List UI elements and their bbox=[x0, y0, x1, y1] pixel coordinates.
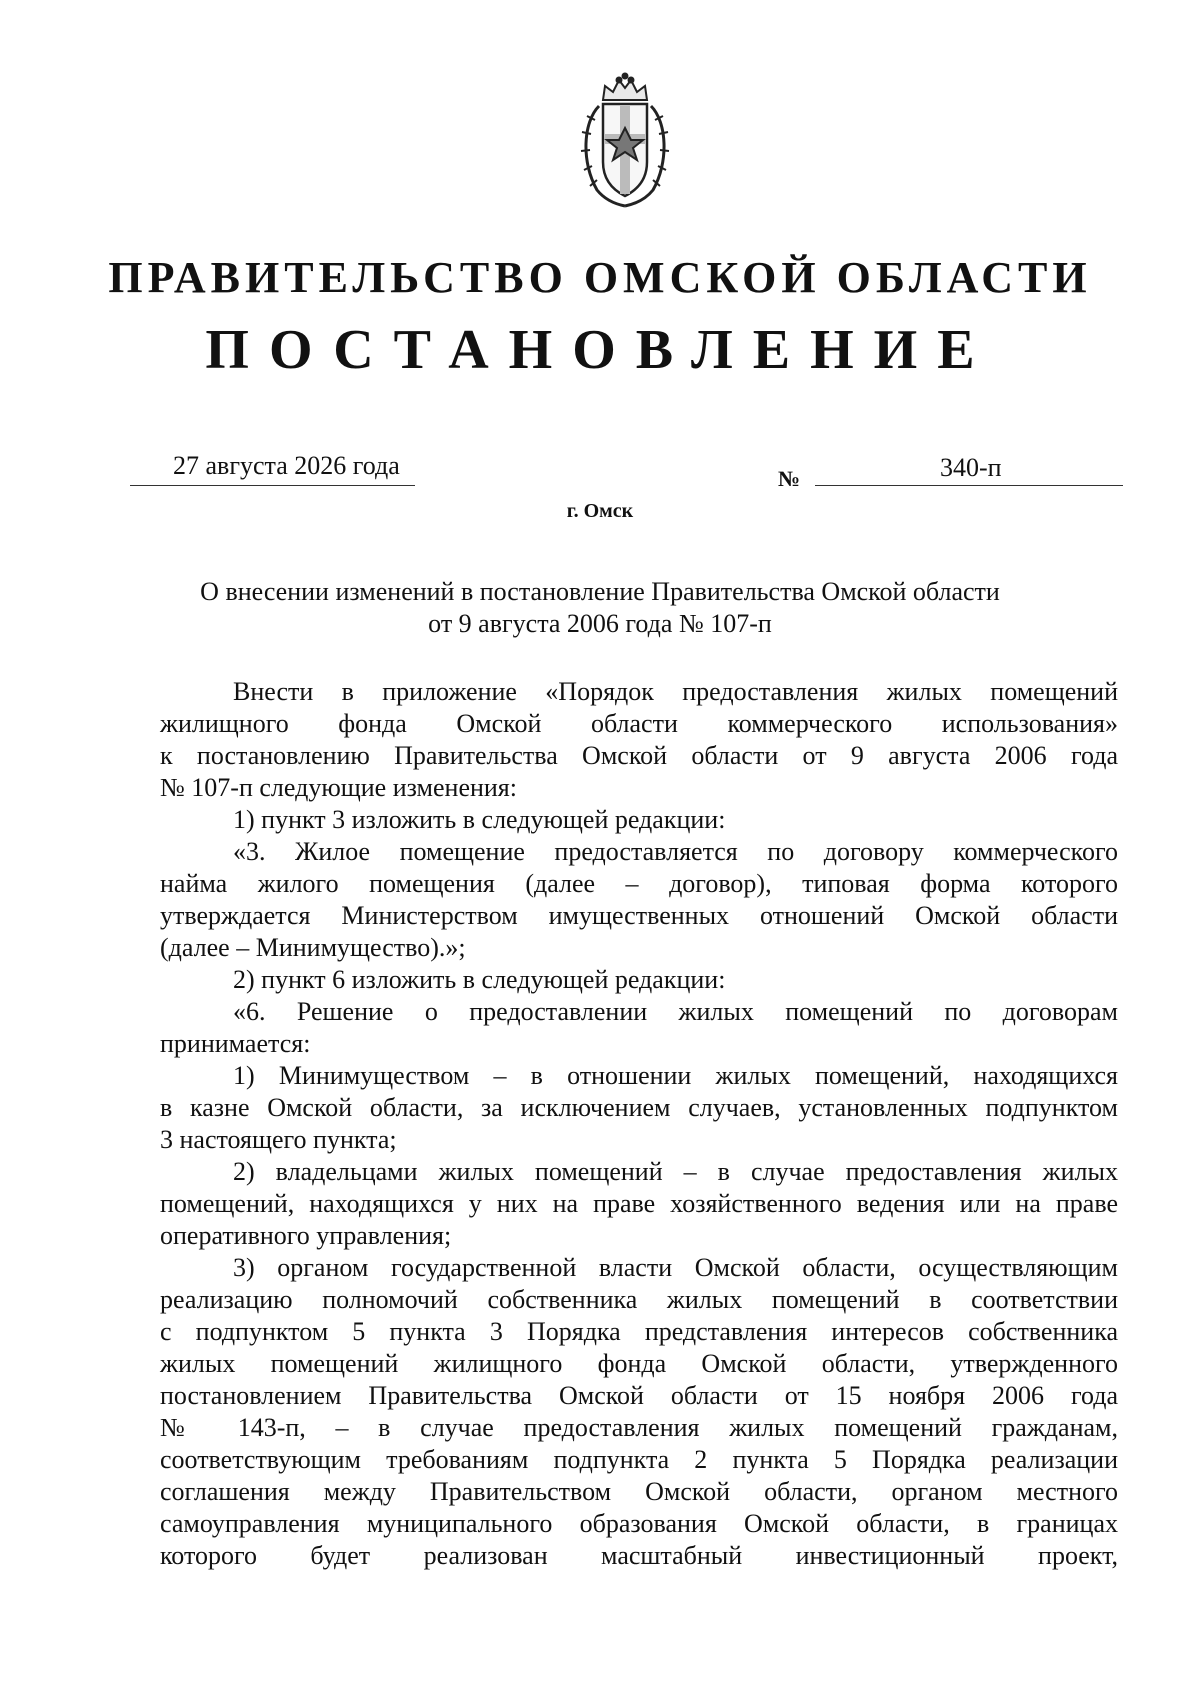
subject-line-2: от 9 августа 2006 года № 107-п bbox=[428, 609, 772, 638]
coat-of-arms-icon bbox=[575, 72, 675, 212]
body-line: реализацию полномочий собственника жилых помещений в соответствии bbox=[160, 1285, 1118, 1314]
body-line: 1) пункт 3 изложить в следующей редакции: bbox=[233, 805, 726, 834]
body-line: принимается: bbox=[160, 1029, 311, 1058]
body-line: 2) пункт 6 изложить в следующей редакции: bbox=[233, 965, 726, 994]
body-line: которого будет реализован масштабный инвестиционный проект, bbox=[160, 1541, 1118, 1570]
body-line: жилых помещений жилищного фонда Омской области, утвержденного bbox=[160, 1349, 1118, 1378]
body-line: в казне Омской области, за исключением случаев, установленных подпунктом bbox=[160, 1093, 1118, 1122]
body-line: постановлением Правительства Омской области от 15 ноября 2006 года bbox=[160, 1381, 1118, 1410]
number-underline bbox=[815, 485, 1123, 486]
government-title: ПРАВИТЕЛЬСТВО ОМСКОЙ ОБЛАСТИ bbox=[108, 253, 1092, 302]
document-number: 340-п bbox=[940, 453, 1002, 482]
body-line: соответствующим требованиям подпункта 2 пункта 5 Порядка реализации bbox=[160, 1445, 1118, 1474]
body-line: № 107-п следующие изменения: bbox=[160, 773, 517, 802]
body-line: № 143-п, – в случае предоставления жилых помещений гражданам, bbox=[160, 1413, 1118, 1442]
body-line: к постановлению Правительства Омской области от 9 августа 2006 года bbox=[160, 741, 1118, 770]
body-line: соглашения между Правительством Омской области, органом местного bbox=[160, 1477, 1118, 1506]
body-line: утверждается Министерством имущественных отношений Омской области bbox=[160, 901, 1118, 930]
date-underline bbox=[130, 485, 415, 486]
city-label: г. Омск bbox=[566, 500, 634, 522]
document-date: 27 августа 2026 года bbox=[173, 451, 400, 480]
body-line: с подпунктом 5 пункта 3 Порядка представления интересов собственника bbox=[160, 1317, 1118, 1346]
body-line: оперативного управления; bbox=[160, 1221, 452, 1250]
body-line: жилищного фонда Омской области коммерческого использования» bbox=[160, 709, 1118, 738]
body-line: 2) владельцами жилых помещений – в случае предоставления жилых bbox=[233, 1157, 1118, 1186]
body-line: 3 настоящего пункта; bbox=[160, 1125, 397, 1154]
body-line: «3. Жилое помещение предоставляется по договору коммерческого bbox=[233, 837, 1118, 866]
document-type-heading: ПОСТАНОВЛЕНИЕ bbox=[205, 319, 995, 381]
body-line: Внести в приложение «Порядок предоставления жилых помещений bbox=[233, 677, 1118, 706]
body-line: помещений, находящихся у них на праве хозяйственного ведения или на праве bbox=[160, 1189, 1118, 1218]
body-line: 3) органом государственной власти Омской области, осуществляющим bbox=[233, 1253, 1118, 1282]
body-line: 1) Минимуществом – в отношении жилых помещений, находящихся bbox=[233, 1061, 1118, 1090]
subject-line-1: О внесении изменений в постановление Правительства Омской области bbox=[200, 577, 1000, 606]
body-line: найма жилого помещения (далее – договор), типовая форма которого bbox=[160, 869, 1118, 898]
body-line: «6. Решение о предоставлении жилых помещений по договорам bbox=[233, 997, 1118, 1026]
number-sign: № bbox=[778, 466, 801, 491]
body-line: (далее – Минимущество).»; bbox=[160, 933, 466, 962]
body-line: самоуправления муниципального образования Омской области, в границах bbox=[160, 1509, 1118, 1538]
